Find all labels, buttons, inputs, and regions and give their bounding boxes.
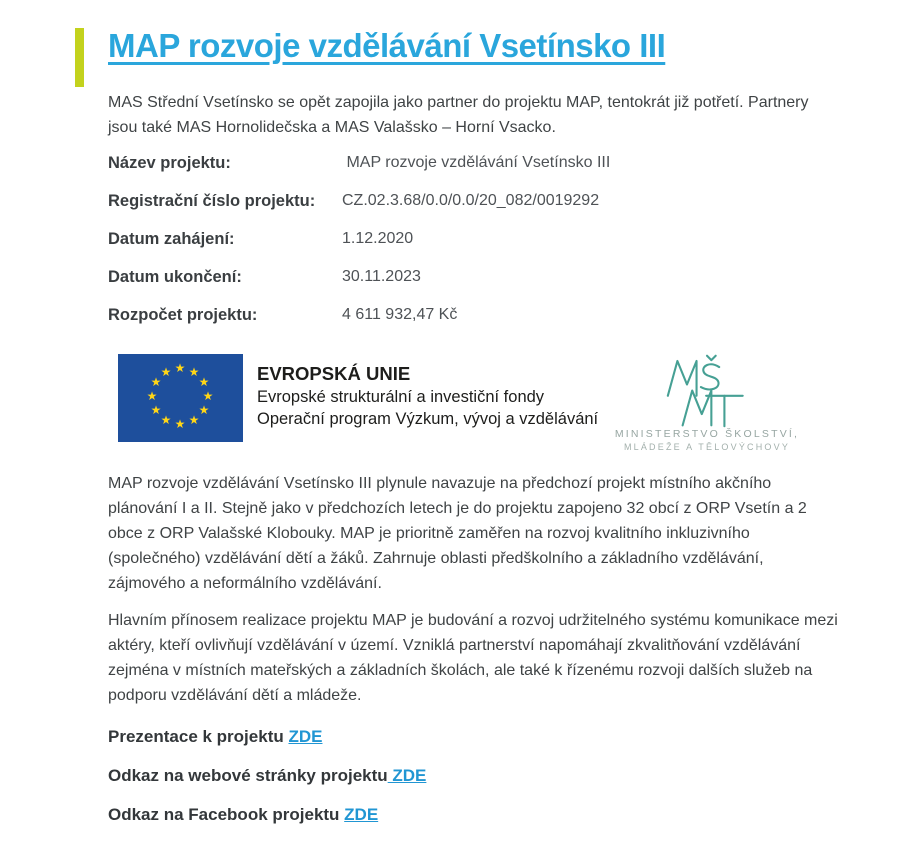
detail-row-datum-ukonceni [108, 268, 840, 306]
page-title [108, 26, 840, 66]
detail-label: Registrační číslo projektu: [108, 192, 316, 210]
body-paragraph-1: MAP rozvoje vzdělávání Vsetínsko III plynule navazuje na předchozí projekt místního akčního plánování I a II. Stejně jako v předchozích letech je do projektu zapojeno 32 obcí z ORP Vsetín a 2 obce z ORP Valašské Klobouky. MAP je prioritně zaměřen na rozvoj kvalitního inkluzivního (společného) vzdělávání dětí a žáků. Zahrnuje oblasti předškolního a základního vzdělávání, zájmového a neformálního vzdělávání. [108, 475, 807, 592]
link-row-web [108, 766, 840, 786]
link-row-label: Prezentace k projektu [108, 727, 289, 746]
eu-star-icon [201, 389, 215, 403]
detail-label: Rozpočet projektu: [108, 306, 258, 324]
zde-link-facebook[interactable]: ZDE [344, 805, 379, 824]
msmt-logo [600, 354, 814, 453]
eu-star-icon [187, 413, 201, 427]
eu-logo [118, 354, 598, 442]
eu-star-icon [149, 403, 163, 417]
detail-value: 4 611 932,47 Kč [342, 306, 458, 323]
title-row [108, 0, 840, 66]
detail-label: Datum ukončení: [108, 268, 242, 286]
eu-logo-text [257, 362, 598, 430]
eu-star-icon [173, 361, 187, 375]
link-row-label: Odkaz na webové stránky projektu [108, 766, 388, 785]
link-row-label: Odkaz na Facebook projektu [108, 805, 345, 824]
detail-label: Datum zahájení: [108, 230, 235, 248]
eu-logo-line2: Evropské strukturální a investiční fondy [257, 388, 545, 406]
zde-link-web[interactable]: ZDE [387, 766, 427, 785]
eu-star-icon [145, 389, 159, 403]
eu-logo-line3: Operační program Výzkum, vývoj a vzdělávání [257, 410, 599, 428]
eu-logo-line1: EVROPSKÁ UNIE [257, 363, 411, 384]
msmt-monogram-icon [655, 354, 759, 428]
msmt-caption-line2: MLÁDEŽE A TĚLOVÝCHOVY [623, 442, 791, 452]
accent-bar [75, 28, 84, 87]
detail-value: MAP rozvoje vzdělávání Vsetínsko III [342, 154, 611, 171]
logos-row [108, 354, 840, 453]
msmt-caption-line1: MINISTERSTVO ŠKOLSTVÍ, [614, 428, 800, 440]
detail-row-nazev [108, 154, 840, 192]
body-paragraph-2: Hlavním přínosem realizace projektu MAP je budování a rozvoj udržitelného systému komunikace mezi aktéry, kteří ovlivňují vzdělávání v území. Vzniklá partnerství napomáhají zkvalitňování vzdělávání zejména v místních mateřských a základních školách, ale také k řízenému rozvoji dalších služeb na podporu vzdělávání dětí a mládeže. [108, 612, 838, 704]
eu-star-icon [197, 375, 211, 389]
detail-value: 1.12.2020 [342, 230, 414, 247]
link-row-facebook [108, 805, 840, 825]
project-details-table [108, 154, 840, 344]
detail-value: 30.11.2023 [342, 268, 421, 285]
detail-row-registracni-cislo [108, 192, 840, 230]
eu-flag-icon [118, 354, 243, 442]
page-title-link[interactable]: MAP rozvoje vzdělávání Vsetínsko III [108, 27, 666, 64]
zde-link-prezentace[interactable]: ZDE [288, 727, 323, 746]
eu-star-icon [173, 417, 187, 431]
detail-value: CZ.02.3.68/0.0/0.0/20_082/0019292 [342, 192, 600, 209]
detail-row-rozpocet [108, 306, 840, 344]
detail-label: Název projektu: [108, 154, 231, 172]
detail-row-datum-zahajeni [108, 230, 840, 268]
intro-paragraph: MAS Střední Vsetínsko se opět zapojila jako partner do projektu MAP, tentokrát již potřetí. Partnery jsou také MAS Hornolidečska a MAS Valašsko – Horní Vsacko. [108, 94, 809, 136]
eu-star-icon [159, 365, 173, 379]
link-row-prezentace [108, 727, 840, 747]
